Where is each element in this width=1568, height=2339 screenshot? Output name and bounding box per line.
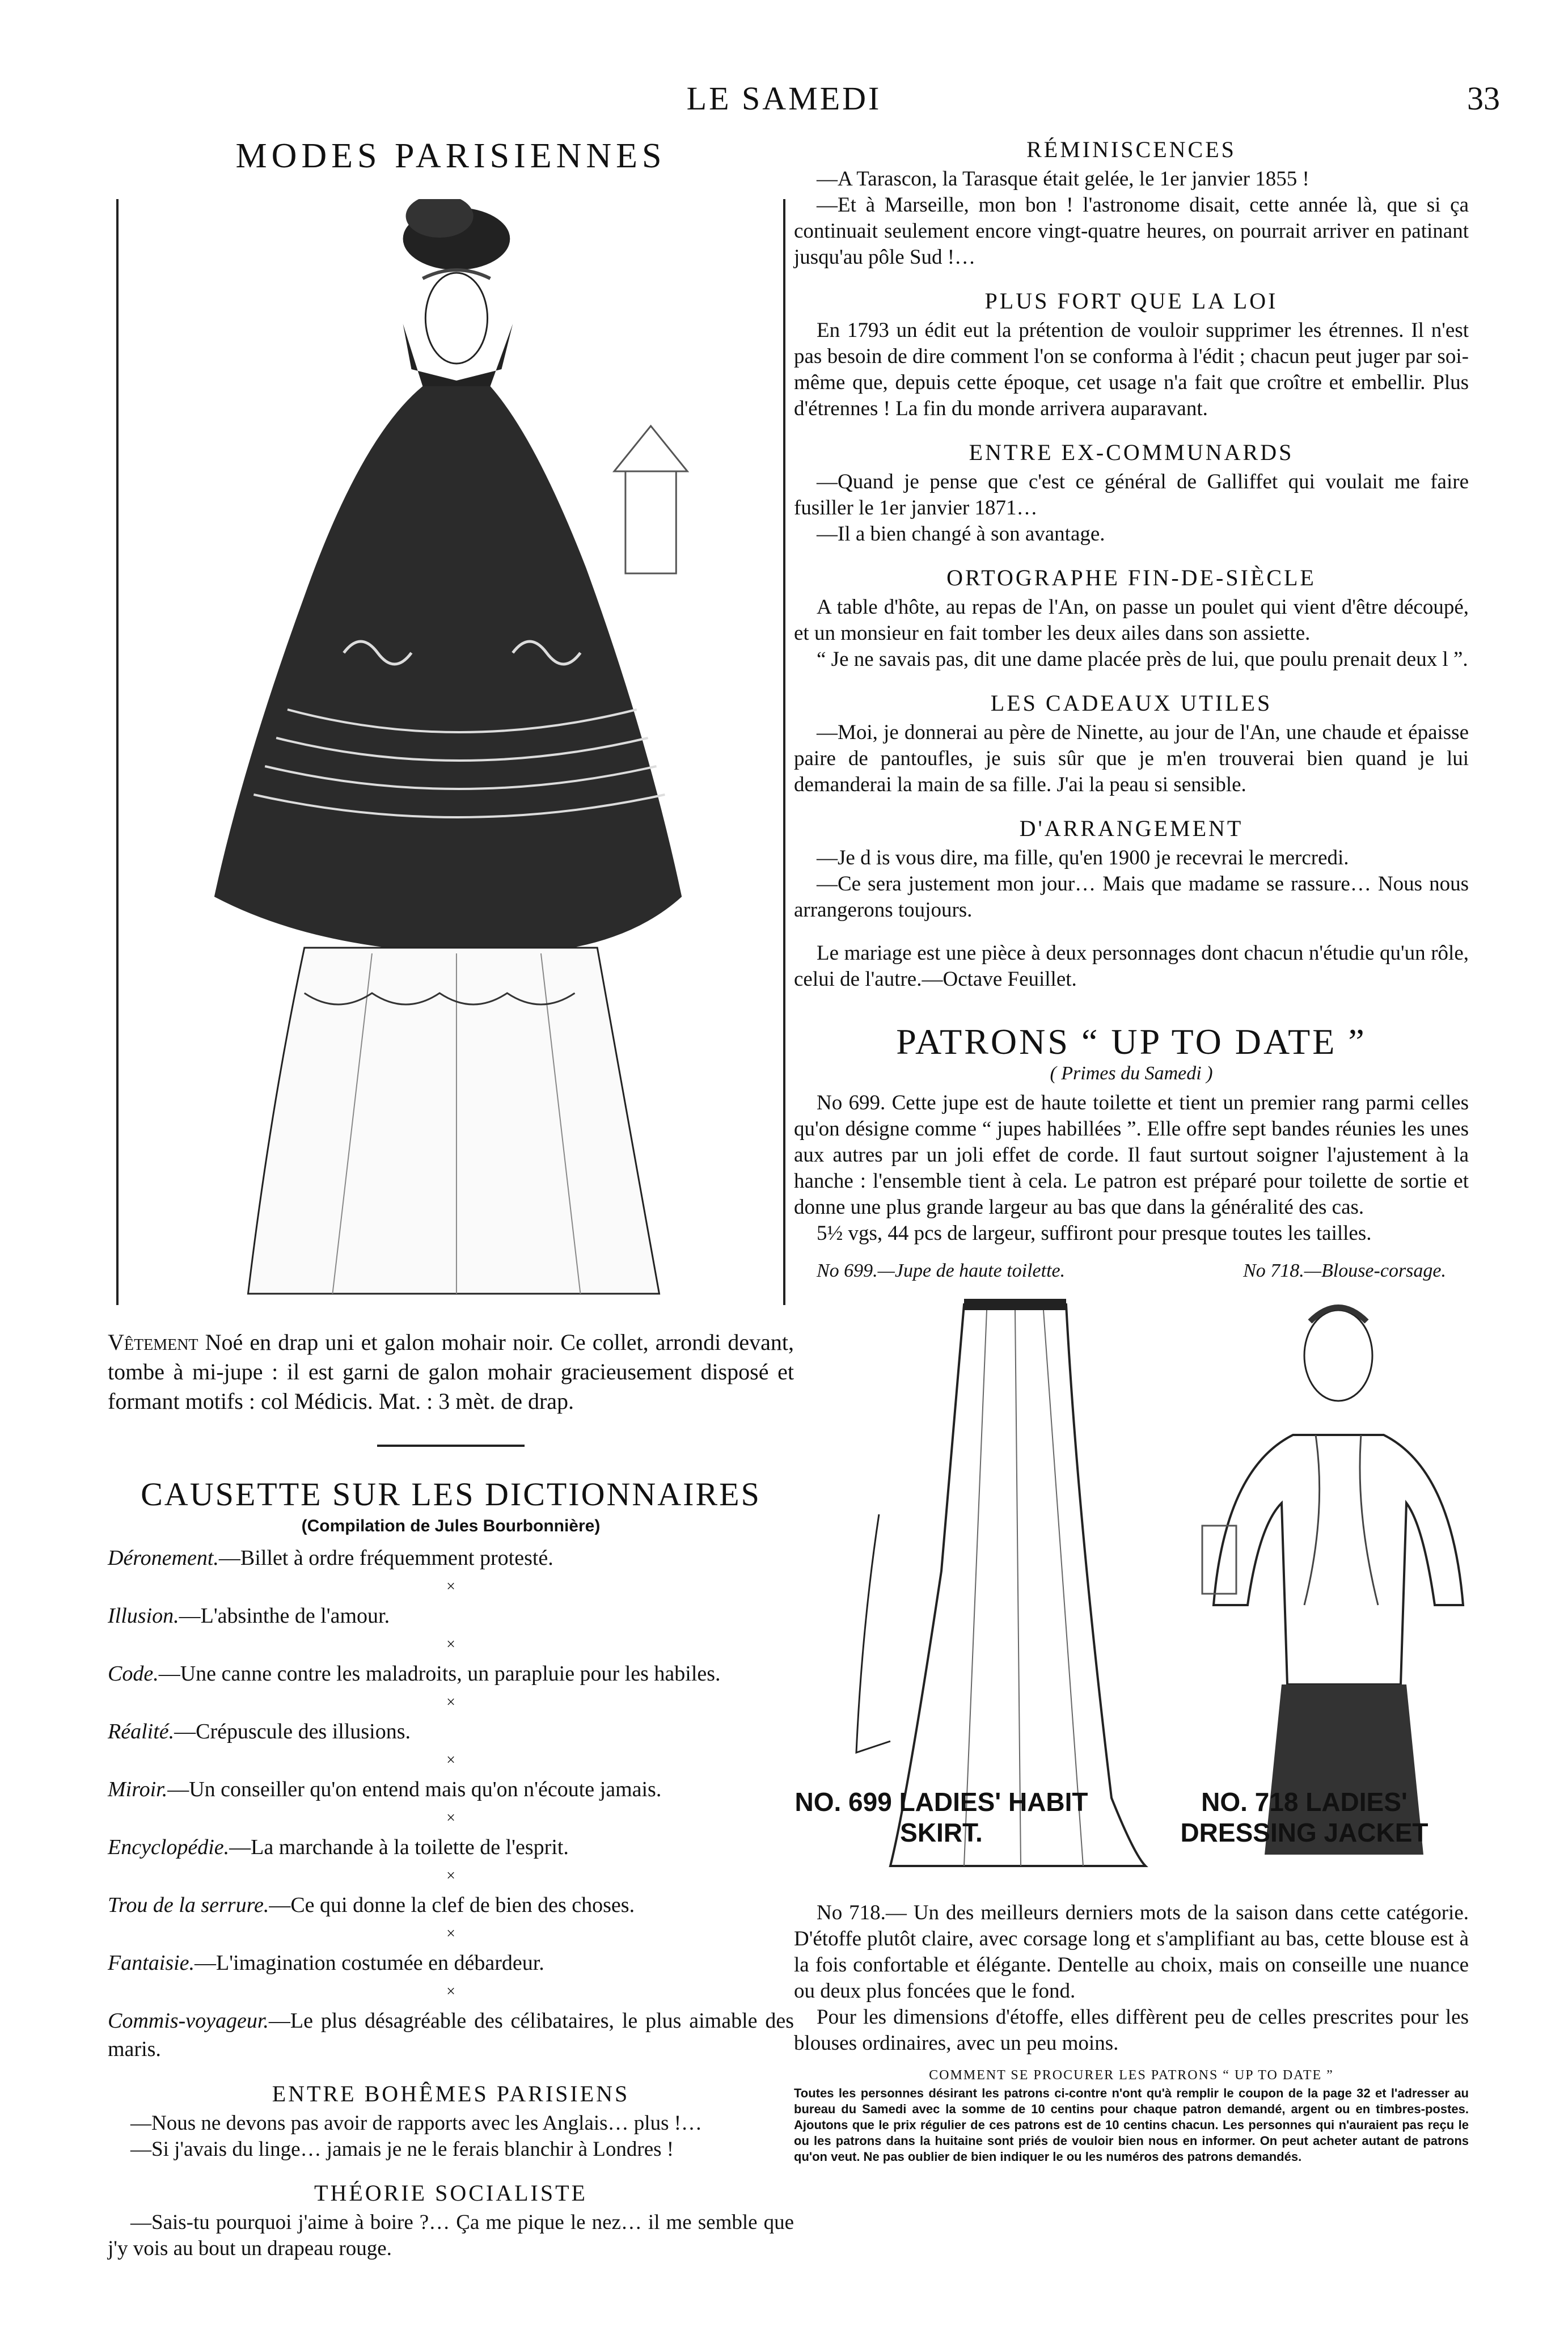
separator-mark: × bbox=[446, 1578, 455, 1595]
label-jacket: NO. 718 LADIES' DRESSING JACKET bbox=[1180, 1787, 1428, 1847]
fig-caption-699: No 699.—Jupe de haute toilette. bbox=[817, 1260, 1066, 1281]
fig-caption-718: No 718.—Blouse-corsage. bbox=[1243, 1260, 1446, 1281]
page-number: 33 bbox=[1467, 80, 1500, 117]
boh-line-2: —Si j'avais du linge… jamais je ne le ferais blanchir à Londres ! bbox=[130, 2138, 674, 2161]
definition-text: —Un conseiller qu'on entend mais qu'on n'écoute jamais. bbox=[167, 1778, 662, 1801]
separator-mark: × bbox=[446, 1867, 455, 1885]
theo-title: THÉORIE SOCIALISTE bbox=[314, 2180, 588, 2206]
arr-title: D'ARRANGEMENT bbox=[1019, 816, 1244, 841]
definition-entry bbox=[108, 1891, 794, 1919]
comm-line-1: —Quand je pense que c'est ce général de Galliffet qui voulait me faire fusiller le 1er janvier 1871… bbox=[794, 470, 1469, 520]
divider bbox=[377, 1445, 525, 1447]
cad-title: LES CADEAUX UTILES bbox=[990, 690, 1273, 716]
definition-term: Commis-voyageur. bbox=[108, 2009, 269, 2033]
definition-entry bbox=[108, 2007, 794, 2063]
separator-mark: × bbox=[446, 1694, 455, 1711]
definition-entry bbox=[108, 1717, 794, 1746]
patterns-illustration bbox=[794, 1287, 1469, 1900]
cad-text: —Moi, je donnerai au père de Ninette, au jour de l'An, une chaude et épaisse paire de pantoufles, je suis sûr que je m'en trouverai bien quand je lui demanderai la main de sa fille. J'ai la peau si sensible. bbox=[794, 721, 1469, 796]
theo-text: —Sais-tu pourquoi j'aime à boire ?… Ça me pique le nez… il me semble que j'y vois au bout un drapeau rouge. bbox=[108, 2211, 794, 2260]
definition-term: Encyclopédie. bbox=[108, 1835, 230, 1859]
definition-text: —La marchande à la toilette de l'esprit. bbox=[229, 1835, 569, 1859]
rem-line-1: —A Tarascon, la Tarasque était gelée, le 1er janvier 1855 ! bbox=[817, 167, 1309, 191]
orto-title: ORTOGRAPHE FIN-DE-SIÈCLE bbox=[946, 565, 1316, 590]
caption-lead: Vêtement bbox=[108, 1329, 198, 1355]
comm-title: ENTRE EX-COMMUNARDS bbox=[969, 440, 1294, 465]
separator-mark: × bbox=[446, 1983, 455, 2000]
rem-line-2: —Et à Marseille, mon bon ! l'astronome disait, cette année là, que si ça continuait seulement encore vingt-quatre heures, on pourrait arriver en patinant jusqu'au pôle Sud !… bbox=[794, 193, 1469, 269]
definitions-list bbox=[108, 1544, 794, 2063]
cape-caption bbox=[108, 1328, 794, 1416]
loi-text: En 1793 un édit eut la prétention de vouloir supprimer les étrennes. Il n'est pas besoin de dire comment l'on se conforma à l'édit ; chacun peut juger par soi-même que, depuis cette époque, cet usage n'a fait que croître et embellir. Plus d'étrennes ! La fin du monde arrivera auparavant. bbox=[794, 319, 1469, 420]
definition-text: —L'absinthe de l'amour. bbox=[179, 1604, 390, 1628]
how-to-text: Toutes les personnes désirant les patrons ci-contre n'ont qu'à remplir le coupon de la page 32 et l'adresser au bureau du Samedi avec la somme de 10 centins pour chaque patron demandé, argent ou en timbres-postes. Ajoutons que le prix régulier de ces patrons est de 10 centins chacun. Les personnes qui n'auraient pas reçu le ou les patrons dans la huitaine sont priés de vouloir bien nous en informer. On peut acheter autant de patrons qu'on veut. Ne pas oublier de bien indiquer le ou les numéros des patrons demandés. bbox=[794, 2086, 1469, 2164]
definition-text: —Une canne contre les maladroits, un parapluie pour les habiles. bbox=[158, 1662, 721, 1686]
patrons-subtitle: ( Primes du Samedi ) bbox=[1050, 1063, 1213, 1084]
definition-term: Déronement. bbox=[108, 1546, 219, 1570]
feuillet-quote: Le mariage est une pièce à deux personnages dont chacun n'étudie qu'un rôle, celui de l'autre.—Octave Feuillet. bbox=[794, 941, 1469, 991]
definition-text: —Billet à ordre fréquemment protesté. bbox=[218, 1546, 553, 1570]
pattern-699-yardage: 5½ vgs, 44 pcs de largeur, suffiront pour presque toutes les tailles. bbox=[817, 1222, 1372, 1245]
arr-line-1: —Je d is vous dire, ma fille, qu'en 1900 je recevrai le mercredi. bbox=[817, 846, 1349, 869]
boh-line-1: —Nous ne devons pas avoir de rapports avec les Anglais… plus !… bbox=[130, 2112, 703, 2135]
caption-text: Noé en drap uni et galon mohair noir. Ce collet, arrondi devant, tombe à mi-jupe : il est garni de galon mohair gracieusement disposé et formant motifs : col Médicis. Mat. : 3 mèt. de drap. bbox=[108, 1329, 794, 1414]
definition-text: —Crépuscule des illusions. bbox=[174, 1720, 411, 1743]
how-to-title: COMMENT SE PROCURER LES PATRONS “ UP TO DATE ” bbox=[929, 2068, 1334, 2083]
definition-entry bbox=[108, 1660, 794, 1688]
definition-text: —Ce qui donne la clef de bien des choses. bbox=[269, 1893, 635, 1917]
label-skirt: NO. 699 LADIES' HABIT SKIRT. bbox=[794, 1787, 1088, 1847]
loi-title: PLUS FORT QUE LA LOI bbox=[984, 288, 1278, 314]
definition-term: Code. bbox=[108, 1662, 159, 1686]
definition-term: Réalité. bbox=[108, 1720, 175, 1743]
comm-line-2: —Il a bien changé à son avantage. bbox=[817, 522, 1105, 546]
definition-entry bbox=[108, 1833, 794, 1861]
definition-term: Miroir. bbox=[108, 1778, 168, 1801]
right-column bbox=[794, 136, 1469, 2165]
definition-term: Illusion. bbox=[108, 1604, 179, 1628]
separator-mark: × bbox=[446, 1809, 455, 1827]
dict-subtitle: (Compilation de Jules Bourbonnière) bbox=[301, 1517, 601, 1535]
separator-mark: × bbox=[446, 1751, 455, 1769]
definition-entry bbox=[108, 1544, 794, 1572]
figure-captions bbox=[817, 1260, 1446, 1282]
pattern-699-text: No 699. Cette jupe est de haute toilette et tient un premier rang parmi celles qu'on désigne comme “ jupes habillées ”. Elle offre sept bandes réunies les unes aux autres par un joli effet de corde. Il faut surtout soigner l'ajustement à la hanche : l'ensemble tient à cela. Le patron est préparé pour toilette de sortie et donne une plus grande largeur au bas que dans la généralité des cas. bbox=[794, 1091, 1469, 1219]
cape-illustration bbox=[116, 199, 785, 1305]
orto-line-2: “ Je ne savais pas, dit une dame placée près de lui, que poulu prenait deux l ”. bbox=[817, 648, 1468, 671]
definition-term: Fantaisie. bbox=[108, 1951, 195, 1975]
patrons-title: PATRONS “ UP TO DATE ” bbox=[896, 1021, 1367, 1062]
arr-line-2: —Ce sera justement mon jour… Mais que madame se rassure… Nous nous arrangerons toujours. bbox=[794, 872, 1469, 922]
pattern-718-text: No 718.— Un des meilleurs derniers mots de la saison dans cette catégorie. D'étoffe plutôt claire, avec corsage long et s'amplifiant au bas, cette blouse est à la fois confortable et élégante. Dentelle au choix, mais on conseille une nuance ou deux plus foncées que le fond. bbox=[794, 1901, 1469, 2003]
separator-mark: × bbox=[446, 1636, 455, 1653]
definition-entry bbox=[108, 1949, 794, 1977]
boh-title: ENTRE BOHÊMES PARISIENS bbox=[272, 2081, 630, 2106]
rem-title: RÉMINISCENCES bbox=[1026, 137, 1236, 162]
modes-title: MODES PARISIENNES bbox=[235, 137, 666, 175]
orto-line-1: A table d'hôte, au repas de l'An, on passe un poulet qui vient d'être découpé, et un monsieur en fait tomber les deux ailes dans son assiette. bbox=[794, 596, 1469, 645]
dict-title: CAUSETTE SUR LES DICTIONNAIRES bbox=[141, 1476, 761, 1513]
definition-text: —Le plus désagréable des célibataires, le plus aimable des maris. bbox=[108, 2009, 794, 2061]
separator-mark: × bbox=[446, 1925, 455, 1943]
definition-entry bbox=[108, 1775, 794, 1804]
left-column bbox=[108, 136, 794, 2262]
running-title: LE SAMEDI bbox=[686, 80, 882, 117]
definition-text: —L'imagination costumée en débardeur. bbox=[195, 1951, 544, 1975]
definition-entry bbox=[108, 1602, 794, 1630]
definition-term: Trou de la serrure. bbox=[108, 1893, 269, 1917]
pattern-718-dimensions: Pour les dimensions d'étoffe, elles diffèrent peu de celles prescrites pour les blouses ordinaires, avec un peu moins. bbox=[794, 2006, 1469, 2055]
